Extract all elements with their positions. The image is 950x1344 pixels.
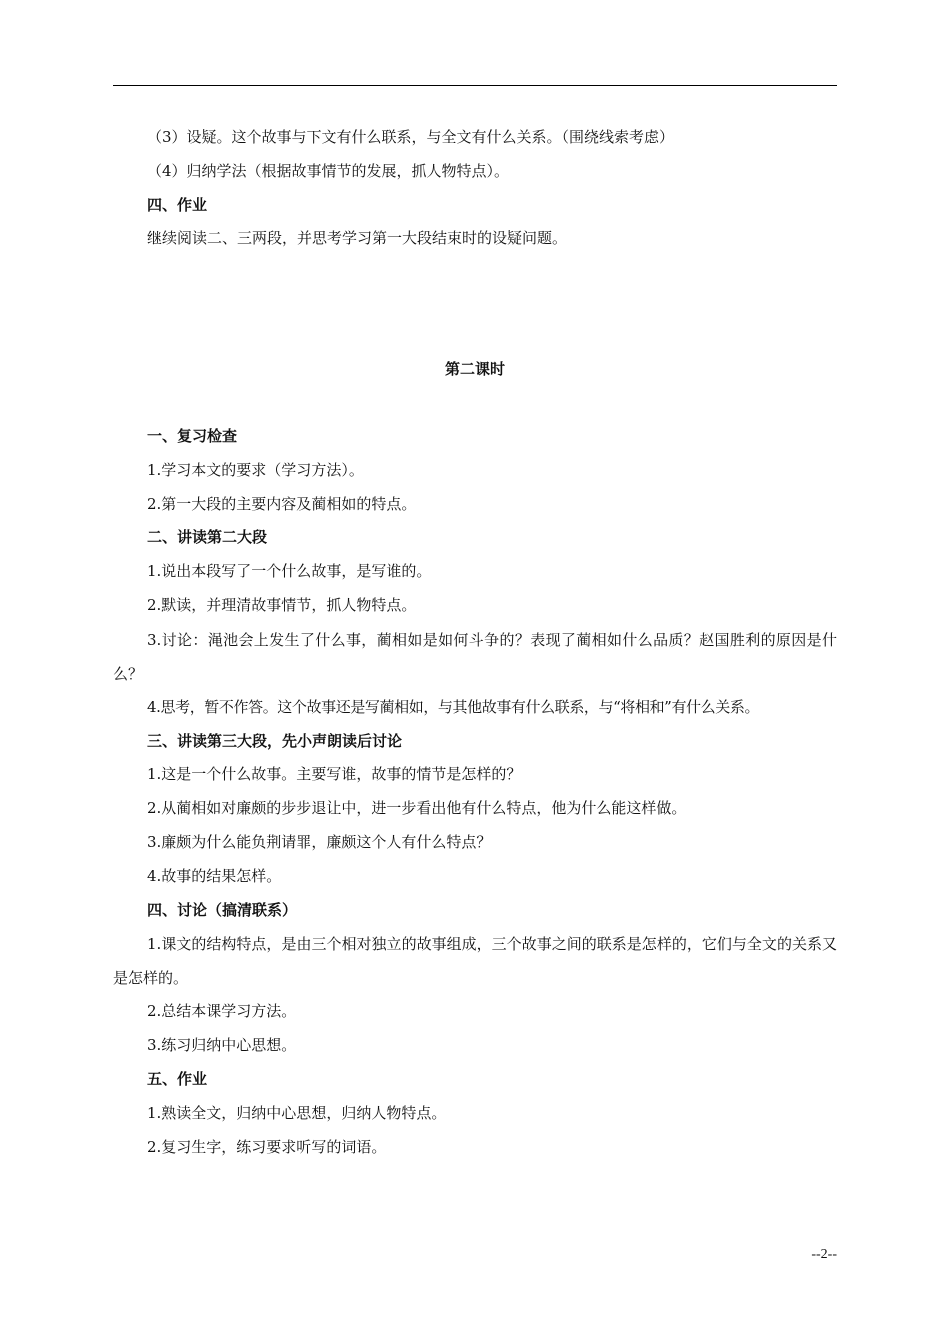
- paragraph: （3）设疑。这个故事与下文有什么联系，与全文有什么关系。（围绕线索考虑）: [147, 128, 675, 146]
- section-heading: 二、讲读第二大段: [147, 528, 268, 547]
- paragraph: 3.讨论：渑池会上发生了什么事，蔺相如是如何斗争的？表现了蔺相如什么品质？赵国胜利的原因是什么？: [113, 630, 837, 683]
- paragraph: 1.学习本文的要求（学习方法）。: [147, 460, 364, 479]
- paragraph: 3.廉颇为什么能负荆请罪，廉颇这个人有什么特点？: [147, 832, 492, 851]
- section-heading: 四、作业: [147, 195, 208, 214]
- section-heading: 四、讨论（搞清联系）: [147, 900, 298, 919]
- paragraph: 2.从蔺相如对廉颇的步步退让中，进一步看出他有什么特点，他为什么能这样做。: [147, 799, 687, 818]
- paragraph: 2.第一大段的主要内容及蔺相如的特点。: [147, 494, 417, 513]
- section-heading: 一、复习检查: [147, 427, 238, 445]
- paragraph: 继续阅读二、三两段，并思考学习第一大段结束时的设疑问题。: [147, 229, 568, 248]
- section-heading: 五、作业: [147, 1069, 208, 1088]
- header-rule: [113, 85, 837, 86]
- paragraph: 2.默读，并理清故事情节，抓人物特点。: [147, 595, 417, 614]
- section-a: [113, 121, 837, 256]
- paragraph: 2.复习生字，练习要求听写的词语。: [147, 1137, 387, 1156]
- section-heading: 三、讲读第三大段，先小声朗读后讨论: [147, 731, 403, 750]
- section-b: [113, 420, 837, 1164]
- lesson-title: 第二课时: [444, 360, 505, 378]
- paragraph: 3.练习归纳中心思想。: [147, 1036, 297, 1055]
- paragraph: 2.总结本课学习方法。: [147, 1002, 297, 1021]
- paragraph: 1.这是一个什么故事。主要写谁，故事的情节是怎样的？: [147, 765, 522, 784]
- paragraph: 4.思考，暂不作答。这个故事还是写蔺相如，与其他故事有什么联系，与“将相和”有什么关系。: [147, 697, 760, 716]
- paragraph: 4.故事的结果怎样。: [147, 866, 282, 885]
- paragraph: 1.说出本段写了一个什么故事，是写谁的。: [147, 562, 432, 581]
- page-number: --2--: [811, 1247, 837, 1262]
- paragraph: 1.课文的结构特点，是由三个相对独立的故事组成，三个故事之间的联系是怎样的，它们与全文的关系又是怎样的。: [113, 935, 837, 988]
- paragraph: （4）归纳学法（根据故事情节的发展，抓人物特点）。: [147, 161, 510, 180]
- paragraph: 1.熟读全文，归纳中心思想，归纳人物特点。: [147, 1103, 447, 1122]
